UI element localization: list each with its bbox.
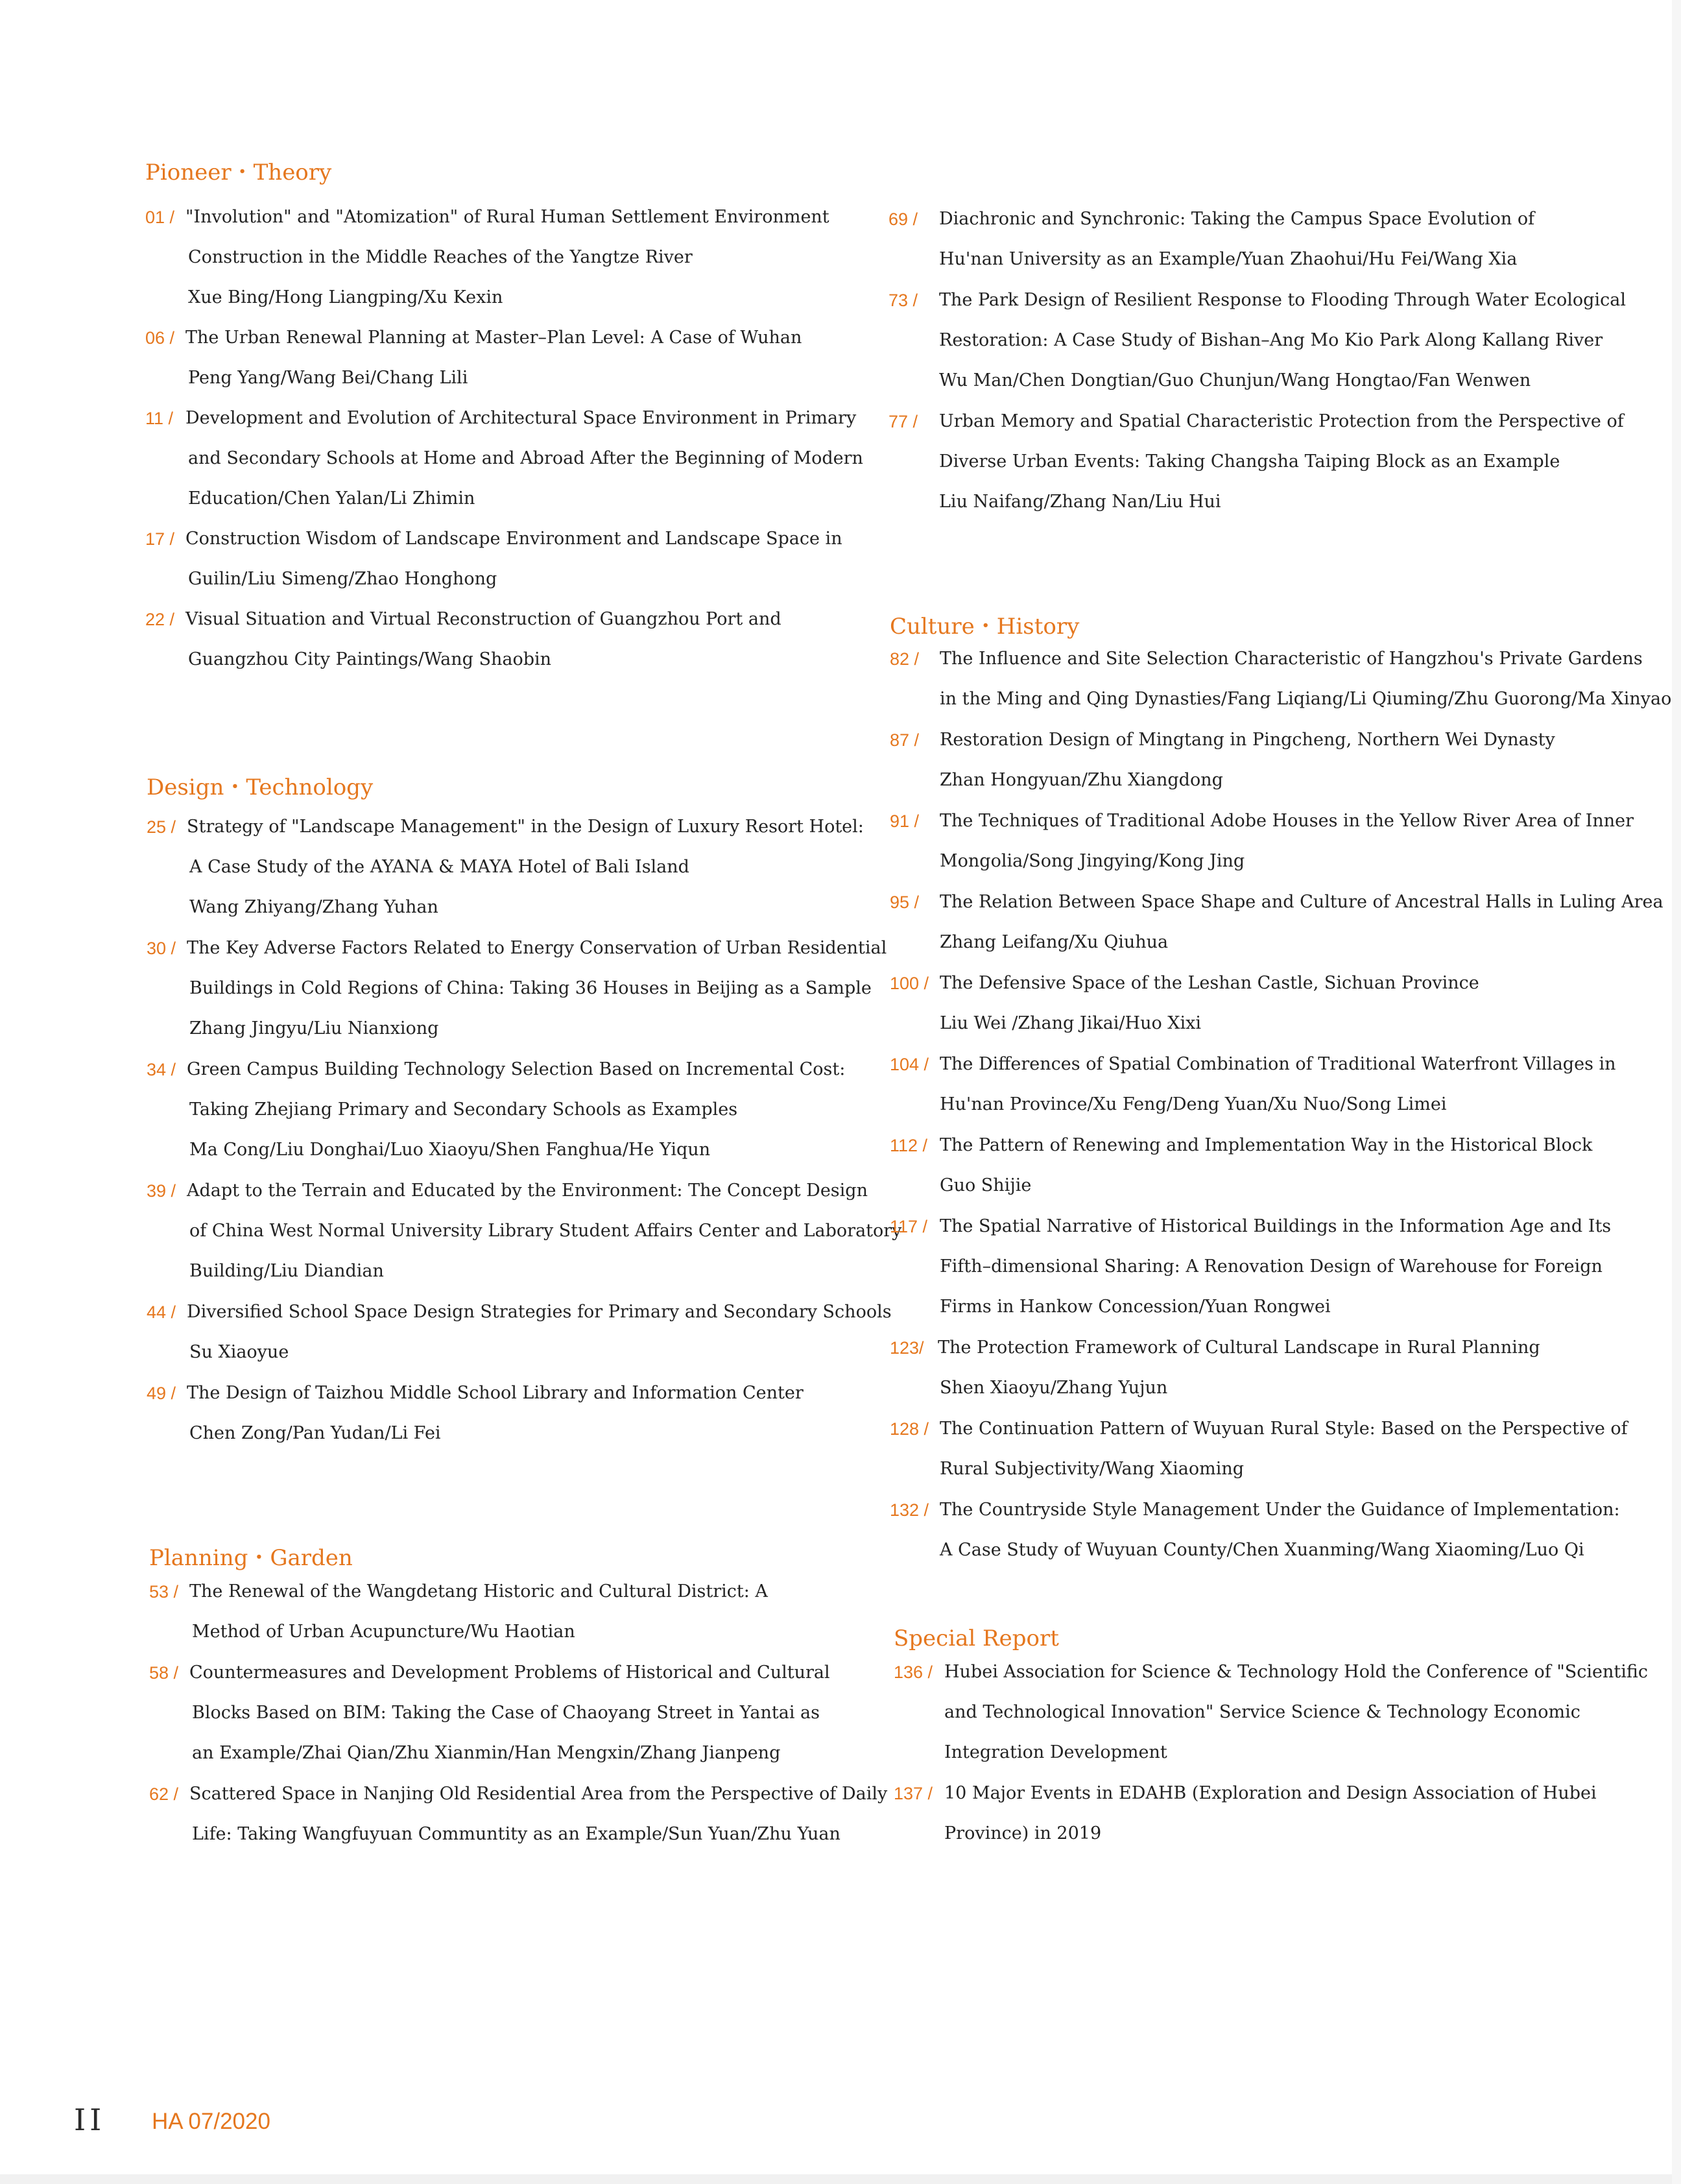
entry-page-number: 30 /: [147, 939, 176, 958]
entry-page-number: 132 /: [890, 1500, 929, 1520]
entry-page-number: 82 /: [890, 649, 920, 669]
entry-line: and Technological Innovation" Service Science & Technology Economic: [944, 1702, 1580, 1722]
entry-line: Hu'nan Province/Xu Feng/Deng Yuan/Xu Nuo/Song Limei: [940, 1094, 1447, 1114]
entry-line: The Continuation Pattern of Wuyuan Rural Style: Based on the Perspective of: [940, 1419, 1628, 1439]
entry-line: Wang Zhiyang/Zhang Yuhan: [189, 897, 438, 917]
entry-line: Province) in 2019: [944, 1823, 1102, 1843]
entry-line: Mongolia/Song Jingying/Kong Jing: [940, 851, 1245, 871]
entry-page-number: 112 /: [890, 1136, 928, 1155]
entry-line: The Pattern of Renewing and Implementation Way in the Historical Block: [940, 1135, 1593, 1155]
entry-page-number: 137 /: [894, 1784, 933, 1803]
entry-page-number: 91 /: [890, 811, 920, 831]
entry-line: Blocks Based on BIM: Taking the Case of Chaoyang Street in Yantai as: [192, 1703, 820, 1723]
entry-line: Hu'nan University as an Example/Yuan Zhaohui/Hu Fei/Wang Xia: [939, 249, 1518, 269]
entry-line: Zhang Leifang/Xu Qiuhua: [940, 932, 1169, 952]
entry-line: Restoration Design of Mingtang in Pingcheng, Northern Wei Dynasty: [940, 730, 1555, 750]
entry-line: and Secondary Schools at Home and Abroad After the Beginning of Modern: [188, 448, 863, 468]
entry-line: The Design of Taizhou Middle School Library and Information Center: [187, 1383, 804, 1403]
entry-line: Peng Yang/Wang Bei/Chang Lili: [188, 368, 468, 388]
entry-line: Strategy of "Landscape Management" in the Design of Luxury Resort Hotel:: [187, 817, 864, 837]
entry-line: Diachronic and Synchronic: Taking the Campus Space Evolution of: [939, 209, 1535, 229]
entry-page-number: 95 /: [890, 893, 920, 912]
entry-line: Guangzhou City Paintings/Wang Shaobin: [188, 649, 552, 669]
entry-line: Visual Situation and Virtual Reconstruction of Guangzhou Port and: [185, 609, 781, 629]
entry-line: The Urban Renewal Planning at Master–Plan Level: A Case of Wuhan: [185, 328, 802, 348]
entry-line: Construction Wisdom of Landscape Environment and Landscape Space in: [185, 529, 842, 549]
scan-edge-bottom: [0, 2174, 1681, 2184]
entry-line: Education/Chen Yalan/Li Zhimin: [188, 488, 475, 509]
entry-line: Urban Memory and Spatial Characteristic Protection from the Perspective of: [939, 411, 1624, 431]
entry-line: Countermeasures and Development Problems of Historical and Cultural: [189, 1662, 830, 1683]
entry-line: Ma Cong/Liu Donghai/Luo Xiaoyu/Shen Fanghua/He Yiqun: [189, 1140, 711, 1160]
section-title: Culture・History: [890, 614, 1080, 640]
issue-label: HA 07/2020: [152, 2109, 270, 2134]
entry-line: Firms in Hankow Concession/Yuan Rongwei: [940, 1297, 1331, 1317]
entry-line: Liu Wei /Zhang Jikai/Huo Xixi: [940, 1013, 1202, 1033]
entry-line: The Countryside Style Management Under the Guidance of Implementation:: [940, 1500, 1620, 1520]
entry-line: Hubei Association for Science & Technology Hold the Conference of "Scientific: [944, 1662, 1648, 1682]
section-title: Pioneer・Theory: [145, 160, 332, 186]
entry-page-number: 22 /: [145, 610, 175, 629]
entry-page-number: 62 /: [149, 1784, 179, 1804]
entry-line: Life: Taking Wangfuyuan Communtity as an Example/Sun Yuan/Zhu Yuan: [192, 1824, 840, 1844]
entry-page-number: 123/: [890, 1338, 924, 1358]
entry-line: Adapt to the Terrain and Educated by the Environment: The Concept Design: [187, 1181, 868, 1201]
entry-line: The Techniques of Traditional Adobe Houses in the Yellow River Area of Inner: [940, 811, 1634, 831]
entry-line: Chen Zong/Pan Yudan/Li Fei: [189, 1423, 441, 1443]
entry-page-number: 100 /: [890, 974, 929, 993]
entry-page-number: 06 /: [145, 328, 175, 348]
entry-line: "Involution" and "Atomization" of Rural Human Settlement Environment: [185, 207, 829, 227]
entry-line: Restoration: A Case Study of Bishan–Ang Mo Kio Park Along Kallang River: [939, 330, 1603, 350]
entry-line: in the Ming and Qing Dynasties/Fang Liqiang/Li Qiuming/Zhu Guorong/Ma Xinyao: [940, 689, 1672, 709]
entry-line: The Defensive Space of the Leshan Castle, Sichuan Province: [940, 973, 1479, 993]
entry-line: Rural Subjectivity/Wang Xiaoming: [940, 1459, 1245, 1479]
entry-line: A Case Study of the AYANA & MAYA Hotel of Bali Island: [189, 857, 689, 877]
entry-line: The Protection Framework of Cultural Landscape in Rural Planning: [938, 1338, 1540, 1358]
entry-line: Buildings in Cold Regions of China: Taking 36 Houses in Beijing as a Sample: [189, 978, 872, 998]
entry-line: Zhan Hongyuan/Zhu Xiangdong: [940, 770, 1223, 790]
entry-page-number: 34 /: [147, 1060, 176, 1079]
entry-page-number: 49 /: [147, 1384, 176, 1403]
entry-line: Wu Man/Chen Dongtian/Guo Chunjun/Wang Hongtao/Fan Wenwen: [939, 370, 1531, 390]
entry-line: Development and Evolution of Architectural Space Environment in Primary: [185, 408, 857, 428]
entry-page-number: 87 /: [890, 730, 920, 750]
entry-page-number: 128 /: [890, 1419, 929, 1439]
entry-line: Fifth–dimensional Sharing: A Renovation Design of Warehouse for Foreign: [940, 1256, 1603, 1277]
entry-line: of China West Normal University Library Student Affairs Center and Laboratory: [189, 1221, 902, 1241]
entry-line: Liu Naifang/Zhang Nan/Liu Hui: [939, 492, 1221, 512]
entry-line: an Example/Zhai Qian/Zhu Xianmin/Han Mengxin/Zhang Jianpeng: [192, 1743, 781, 1763]
entry-line: The Relation Between Space Shape and Culture of Ancestral Halls in Luling Area: [940, 892, 1663, 912]
entry-page-number: 117 /: [890, 1217, 928, 1236]
entry-page-number: 39 /: [147, 1181, 176, 1201]
entry-line: Green Campus Building Technology Selection Based on Incremental Cost:: [187, 1059, 846, 1079]
entry-line: Diversified School Space Design Strategies for Primary and Secondary Schools: [187, 1302, 892, 1322]
entry-line: The Differences of Spatial Combination of Traditional Waterfront Villages in: [940, 1054, 1616, 1074]
entry-page-number: 44 /: [147, 1302, 176, 1322]
entry-line: The Key Adverse Factors Related to Energy Conservation of Urban Residential: [187, 938, 887, 958]
entry-page-number: 01 /: [145, 208, 175, 227]
entry-line: Diverse Urban Events: Taking Changsha Taiping Block as an Example: [939, 451, 1560, 472]
entry-line: Guo Shijie: [940, 1175, 1032, 1195]
entry-page-number: 69 /: [888, 210, 918, 229]
entry-line: The Spatial Narrative of Historical Buildings in the Information Age and Its: [940, 1216, 1612, 1236]
page-folio: II: [74, 2102, 106, 2137]
entry-line: Guilin/Liu Simeng/Zhao Honghong: [188, 569, 497, 589]
section-title: Design・Technology: [147, 774, 374, 800]
entry-line: Xue Bing/Hong Liangping/Xu Kexin: [188, 287, 503, 307]
entry-line: Scattered Space in Nanjing Old Residential Area from the Perspective of Daily: [189, 1784, 888, 1804]
entry-line: Building/Liu Diandian: [189, 1261, 384, 1281]
entry-page-number: 104 /: [890, 1055, 929, 1074]
entry-line: The Renewal of the Wangdetang Historic and Cultural District: A: [189, 1581, 768, 1602]
entry-line: Method of Urban Acupuncture/Wu Haotian: [192, 1622, 575, 1642]
section-title: Special Report: [894, 1626, 1059, 1651]
entry-line: The Influence and Site Selection Characteristic of Hangzhou's Private Gardens: [940, 649, 1643, 669]
entry-page-number: 11 /: [145, 409, 174, 428]
entry-line: A Case Study of Wuyuan County/Chen Xuanming/Wang Xiaoming/Luo Qi: [940, 1540, 1584, 1560]
entry-line: Zhang Jingyu/Liu Nianxiong: [189, 1018, 439, 1038]
entry-page-number: 17 /: [145, 529, 175, 549]
entry-page-number: 136 /: [894, 1662, 933, 1682]
entry-page-number: 53 /: [149, 1582, 179, 1602]
entry-line: Su Xiaoyue: [189, 1342, 289, 1362]
scan-edge-right: [1672, 0, 1681, 2184]
entry-page-number: 25 /: [147, 817, 176, 837]
entry-line: Taking Zhejiang Primary and Secondary Schools as Examples: [189, 1099, 738, 1120]
section-title: Planning・Garden: [149, 1545, 353, 1571]
entry-page-number: 77 /: [888, 412, 918, 431]
entry-page-number: 73 /: [888, 291, 918, 310]
entry-line: Shen Xiaoyu/Zhang Yujun: [940, 1378, 1168, 1398]
entry-line: The Park Design of Resilient Response to Flooding Through Water Ecological: [939, 290, 1626, 310]
entry-page-number: 58 /: [149, 1663, 179, 1683]
entry-line: Construction in the Middle Reaches of the Yangtze River: [188, 247, 693, 267]
entry-line: 10 Major Events in EDAHB (Exploration and Design Association of Hubei: [944, 1783, 1597, 1803]
entry-line: Integration Development: [944, 1742, 1167, 1762]
